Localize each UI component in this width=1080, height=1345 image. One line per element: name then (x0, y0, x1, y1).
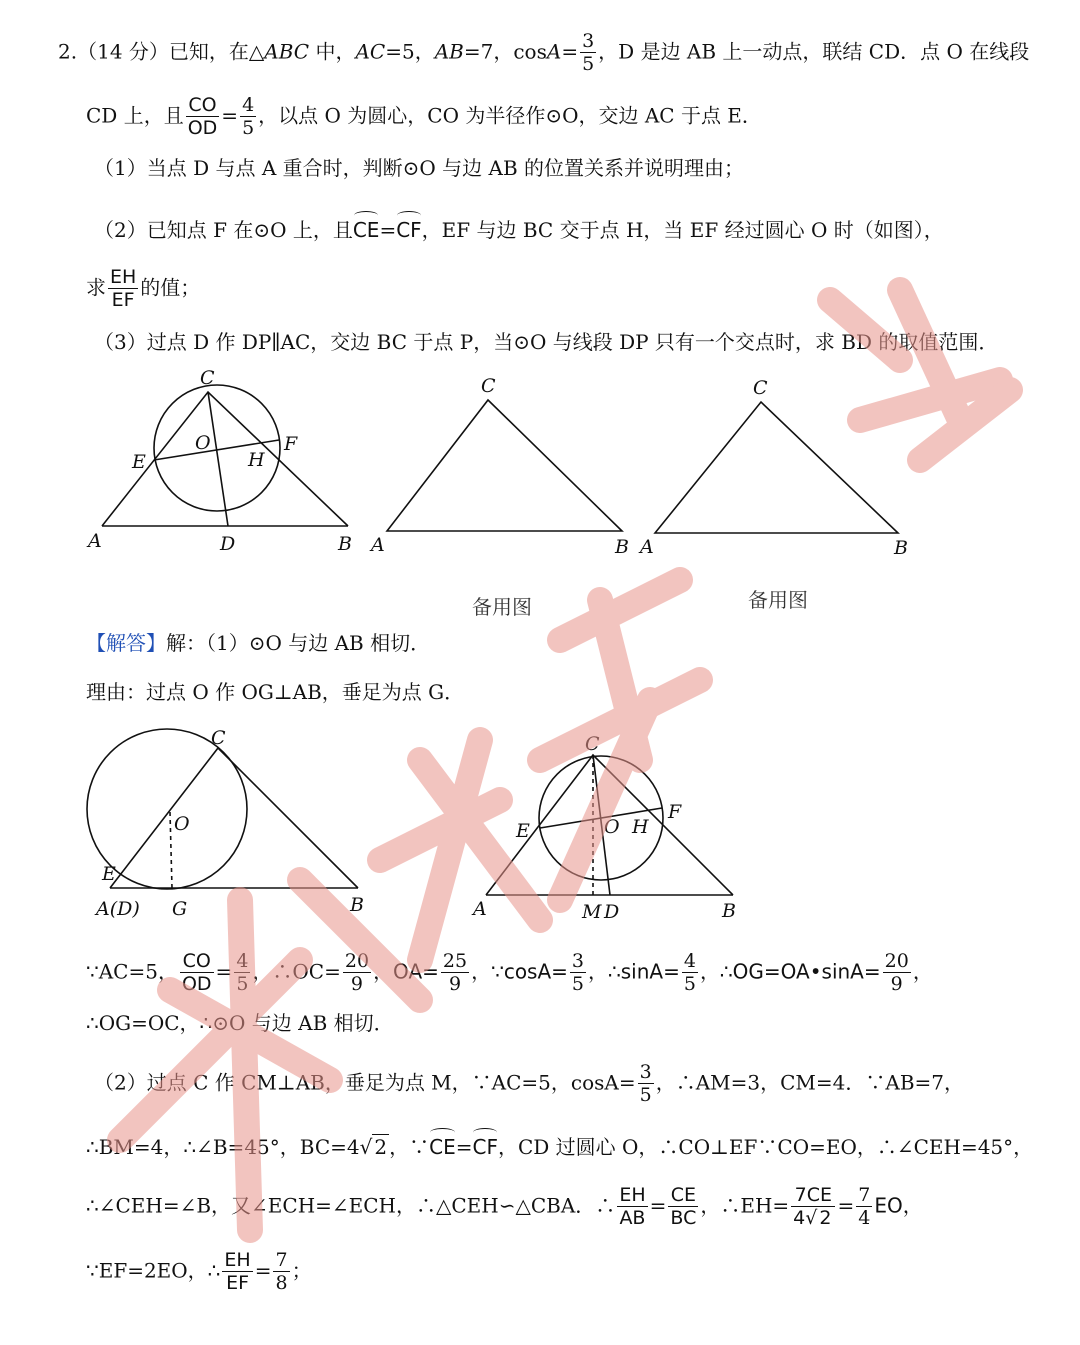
text: ∵AC=5， (86, 959, 178, 984)
text: 9 (890, 973, 903, 995)
label-h: H (248, 449, 265, 471)
text: EF (111, 289, 135, 311)
label-o: O (195, 432, 211, 454)
text: = (215, 959, 233, 984)
frac (343, 952, 371, 994)
text: = (379, 218, 397, 242)
label-a-d: A(D) (96, 898, 140, 920)
text: ，OA= (373, 959, 439, 984)
spare-figure-1 (365, 370, 635, 560)
answer-tag: 【解答】 (86, 631, 166, 655)
solution-line-5 (86, 1186, 923, 1228)
text: EH (619, 1184, 646, 1206)
text: 20 (344, 950, 370, 972)
text: ； (291, 1258, 312, 1283)
label-o: O (174, 813, 190, 835)
text: （2）过点 C 作 CM⊥AB，垂足为点 M，∵AC=5，cosA= (94, 1070, 636, 1095)
label-b: B (894, 537, 908, 559)
question-3: （3）过点 D 作 DP∥AC，交边 BC 于点 P，当⊙O 与线段 DP 只有一个交点时，求 BD 的取值范围． (94, 330, 999, 354)
label-c: C (753, 377, 768, 399)
label-a: A (88, 530, 102, 552)
text: ，∴AM=3，CM=4．∵AB=7， (655, 1070, 964, 1095)
text: ， (912, 959, 933, 984)
text: 解：（1）⊙O 与边 AB 相切． (166, 631, 431, 655)
text: =5， (385, 39, 435, 64)
text: BC (670, 1207, 697, 1229)
text: 的值； (140, 275, 201, 300)
sqrt: √ 2 (359, 1135, 388, 1159)
frac (682, 952, 698, 994)
text: 7 (858, 1184, 871, 1206)
label-h: H (632, 816, 649, 838)
text: EH (110, 266, 137, 288)
arc-ce: CE (353, 211, 380, 245)
text: AC (355, 39, 386, 64)
label-c: C (200, 367, 215, 389)
text: 5 (571, 973, 585, 995)
eh-ef-fraction (108, 268, 138, 310)
label-f: F (668, 801, 682, 823)
text: AB (434, 39, 464, 64)
text: 求 (86, 275, 106, 300)
wm-stroke (920, 390, 1010, 460)
text: 20 (884, 950, 909, 972)
segment-og (170, 812, 172, 888)
frac (180, 952, 214, 994)
text: =7，cos (463, 39, 547, 64)
solution-intro (86, 628, 430, 658)
frac (273, 1251, 289, 1293)
text: （2）已知点 F 在⊙O 上，且 (94, 218, 353, 242)
arc: CE (429, 1128, 456, 1162)
sqrt: √ 2 (805, 1207, 832, 1229)
arc-cf: CF (396, 211, 421, 245)
den (791, 1207, 835, 1228)
text: 7CE (791, 1186, 835, 1207)
label-b: B (338, 533, 352, 555)
text: EO， (874, 1193, 923, 1218)
text: 5 (582, 53, 595, 75)
text: OD (181, 973, 212, 995)
text: = (649, 1193, 667, 1218)
text: 9 (350, 973, 364, 995)
text: ，∴sinA= (588, 959, 680, 984)
text: 7 (275, 1249, 288, 1271)
text: 9 (448, 973, 462, 995)
question-2-ask (86, 268, 200, 310)
ratio-fraction (186, 96, 220, 138)
solution-line-3 (94, 1063, 964, 1105)
label-c: C (481, 375, 496, 397)
text: ∴BM=4，∴∠B=45°，BC=4 (86, 1135, 360, 1159)
text: ∴∠CEH=∠B，又∠ECH=∠ECH，∴△CEH∽△CBA．∴ (86, 1193, 616, 1218)
text: ，∴OC= (252, 959, 341, 984)
frac (668, 1186, 698, 1228)
caption-spare-1: 备用图 (472, 595, 532, 619)
frac (638, 1063, 654, 1105)
spare-triangle-2 (655, 402, 898, 533)
text: 5 (639, 1084, 652, 1106)
label-a: A (371, 534, 385, 556)
text: 5 (242, 117, 255, 139)
label-g: G (172, 898, 188, 920)
text: EF (226, 1272, 250, 1294)
label-a: A (473, 898, 487, 920)
text: ABC (264, 39, 310, 64)
solution-line-6 (86, 1251, 312, 1293)
spare-triangle-1 (387, 400, 622, 531)
frac (441, 952, 469, 994)
text: EH (224, 1249, 251, 1271)
solution-figure-2 (468, 730, 758, 930)
frac (791, 1186, 835, 1228)
text: 4 (236, 950, 249, 972)
cos-fraction (580, 32, 596, 74)
label-e: E (132, 451, 146, 473)
text: ，∵ (389, 1135, 430, 1159)
problem-line-2 (86, 96, 762, 138)
text: = (254, 1258, 272, 1283)
text: 4 (683, 950, 696, 972)
solution-line-4 (86, 1128, 1033, 1162)
text: 已知，在△ (168, 39, 265, 64)
frac (222, 1251, 252, 1293)
text: ，D 是边 AB 上一动点，联结 CD．点 O 在线段 (598, 39, 1030, 64)
frac (234, 952, 250, 994)
text: 4 (793, 1207, 806, 1229)
text: 2 (819, 1207, 832, 1229)
label-a: A (640, 536, 654, 558)
text: ，∴EH= (700, 1193, 790, 1218)
text: ，∵cosA= (471, 959, 568, 984)
label-d: D (604, 901, 620, 923)
main-figure (80, 362, 370, 562)
text: 5 (236, 973, 249, 995)
text: ∵EF=2EO，∴ (86, 1258, 221, 1283)
text: 5 (683, 973, 696, 995)
caption-spare-2: 备用图 (748, 588, 808, 612)
text: = (455, 1135, 473, 1159)
text: ，CD 过圆心 O，∴CO⊥EF∵CO=EO，∴∠CEH=45°， (497, 1135, 1034, 1159)
text: ，∴OG=OA•sinA= (699, 959, 881, 984)
frac (570, 952, 586, 994)
solution-figure-1 (78, 720, 378, 925)
text: 3 (571, 950, 585, 972)
question-1: （1）当点 D 与点 A 重合时，判断⊙O 与边 AB 的位置关系并说明理由； (94, 156, 744, 180)
solution-line-1 (86, 952, 933, 994)
label-e: E (516, 820, 530, 842)
text: AB (619, 1207, 646, 1229)
label-b: B (722, 900, 736, 922)
frac (617, 1186, 647, 1228)
ratio-value-fraction (240, 96, 256, 138)
problem-line-1 (58, 32, 1029, 74)
text: = (221, 103, 239, 128)
problem-number: 2. (58, 39, 78, 64)
triangle-sides (110, 748, 358, 888)
text: = (561, 39, 579, 64)
text: 25 (442, 950, 468, 972)
frac (883, 952, 911, 994)
label-f: F (284, 433, 298, 455)
label-m: M (582, 901, 602, 923)
text: 3 (582, 30, 595, 52)
text: 中， (309, 39, 356, 64)
problem-score: （14 分） (77, 39, 169, 64)
spare-figure-2 (636, 372, 926, 562)
question-2 (94, 211, 944, 245)
text: CD 上，且 (86, 103, 184, 128)
arc: CF (472, 1128, 497, 1162)
text: CO (186, 96, 220, 117)
text: = (837, 1193, 855, 1218)
label-c: C (211, 727, 226, 749)
text: A (546, 39, 562, 64)
text: 8 (275, 1272, 288, 1294)
text: 4 (858, 1207, 871, 1229)
text: CE (668, 1186, 698, 1207)
label-b: B (615, 536, 629, 558)
wm-stroke (560, 580, 680, 640)
text: 3 (639, 1061, 652, 1083)
text: ，EF 与边 BC 交于点 H，当 EF 经过圆心 O 时（如图）， (421, 218, 944, 242)
text: OD (187, 117, 218, 139)
text: CO (180, 952, 214, 973)
text: 2 (374, 1135, 388, 1159)
solution-reason: 理由：过点 O 作 OG⊥AB，垂足为点 G． (86, 680, 465, 704)
label-b: B (350, 894, 364, 916)
segment-cd (208, 392, 228, 526)
frac (856, 1186, 872, 1228)
solution-line-2: ∴OG=OC，∴⊙O 与边 AB 相切． (86, 1011, 394, 1035)
label-e: E (102, 863, 116, 885)
label-o: O (604, 816, 620, 838)
text: ，以点 O 为圆心，CO 为半径作⊙O，交边 AC 于点 E． (258, 103, 762, 128)
text: 4 (242, 94, 255, 116)
label-d: D (220, 533, 236, 555)
label-c: C (585, 733, 600, 755)
